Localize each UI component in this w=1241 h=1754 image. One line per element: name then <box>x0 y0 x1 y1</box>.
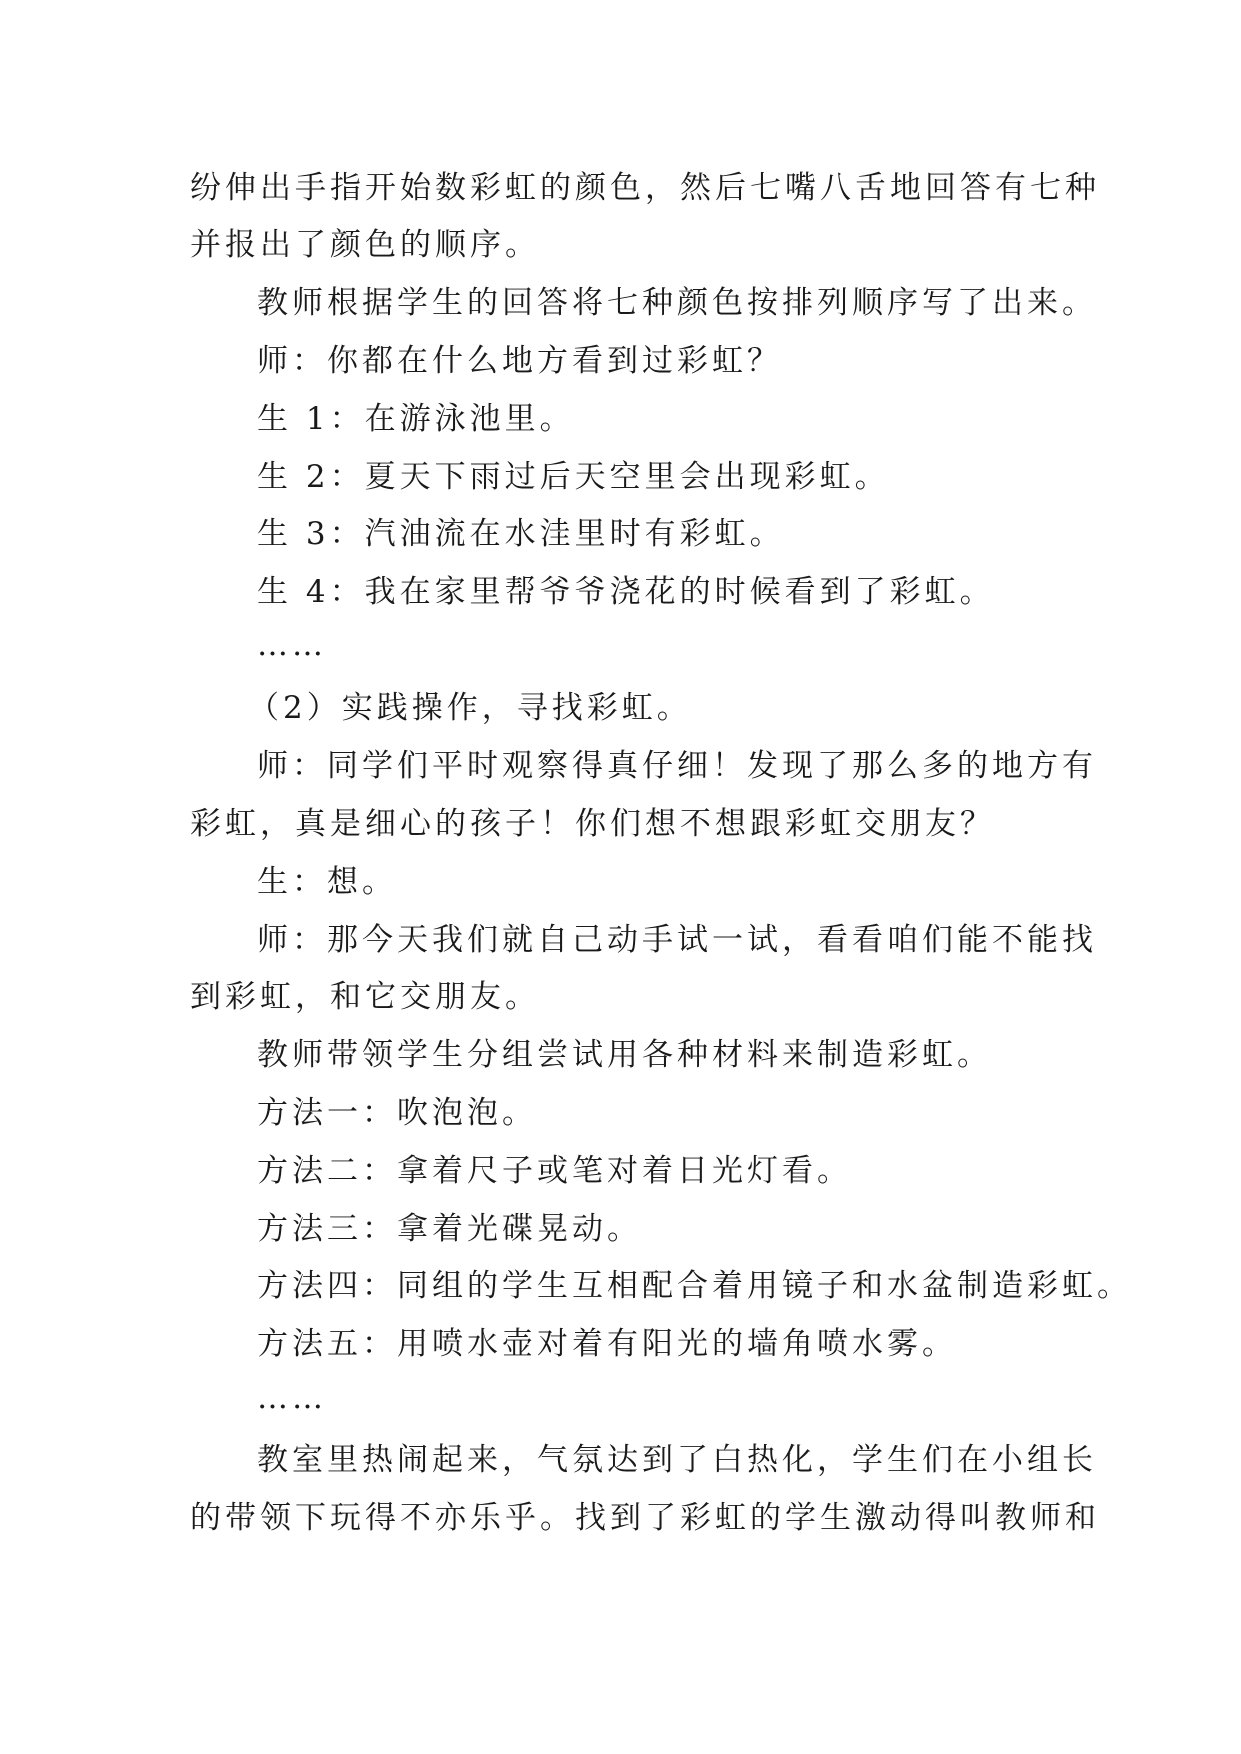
dialogue-line: 到彩虹，和它交朋友。 <box>190 979 540 1015</box>
paragraph-line: 教师带领学生分组尝试用各种材料来制造彩虹。 <box>257 1037 992 1073</box>
method-item: 方法三：拿着光碟晃动。 <box>257 1211 642 1247</box>
paragraph-line: 的带领下玩得不亦乐乎。找到了彩虹的学生激动得叫教师和 <box>190 1500 1100 1536</box>
dialogue-line: 生 1：在游泳池里。 <box>257 401 575 437</box>
paragraph-line: 教师根据学生的回答将七种颜色按排列顺序写了出来。 <box>257 285 1097 321</box>
paragraph-line: 并报出了颜色的顺序。 <box>190 227 540 263</box>
dialogue-line: 生：想。 <box>257 864 397 900</box>
dialogue-line: 师：同学们平时观察得真仔细！发现了那么多的地方有 <box>257 748 1097 784</box>
paragraph-line: 教室里热闹起来，气氛达到了白热化，学生们在小组长 <box>257 1442 1097 1478</box>
method-item: 方法四：同组的学生互相配合着用镜子和水盆制造彩虹。 <box>257 1268 1132 1304</box>
dialogue-line: 生 3：汽油流在水洼里时有彩虹。 <box>257 516 785 552</box>
paragraph-line: 纷伸出手指开始数彩虹的颜色，然后七嘴八舌地回答有七种 <box>190 170 1100 206</box>
method-item: 方法五：用喷水壶对着有阳光的墙角喷水雾。 <box>257 1326 957 1362</box>
section-heading: （2）实践操作，寻找彩虹。 <box>248 690 692 726</box>
dialogue-line: 彩虹，真是细心的孩子！你们想不想跟彩虹交朋友？ <box>190 806 995 842</box>
method-item: 方法二：拿着尺子或笔对着日光灯看。 <box>257 1153 852 1189</box>
dialogue-line: 师：那今天我们就自己动手试一试，看看咱们能不能找 <box>257 922 1097 958</box>
dialogue-line: 生 2：夏天下雨过后天空里会出现彩虹。 <box>257 459 890 495</box>
dialogue-line: 生 4：我在家里帮爷爷浇花的时候看到了彩虹。 <box>257 574 995 610</box>
ellipsis: …… <box>257 1380 327 1416</box>
ellipsis: …… <box>257 627 327 663</box>
dialogue-line: 师：你都在什么地方看到过彩虹？ <box>257 343 782 379</box>
method-item: 方法一：吹泡泡。 <box>257 1095 537 1131</box>
